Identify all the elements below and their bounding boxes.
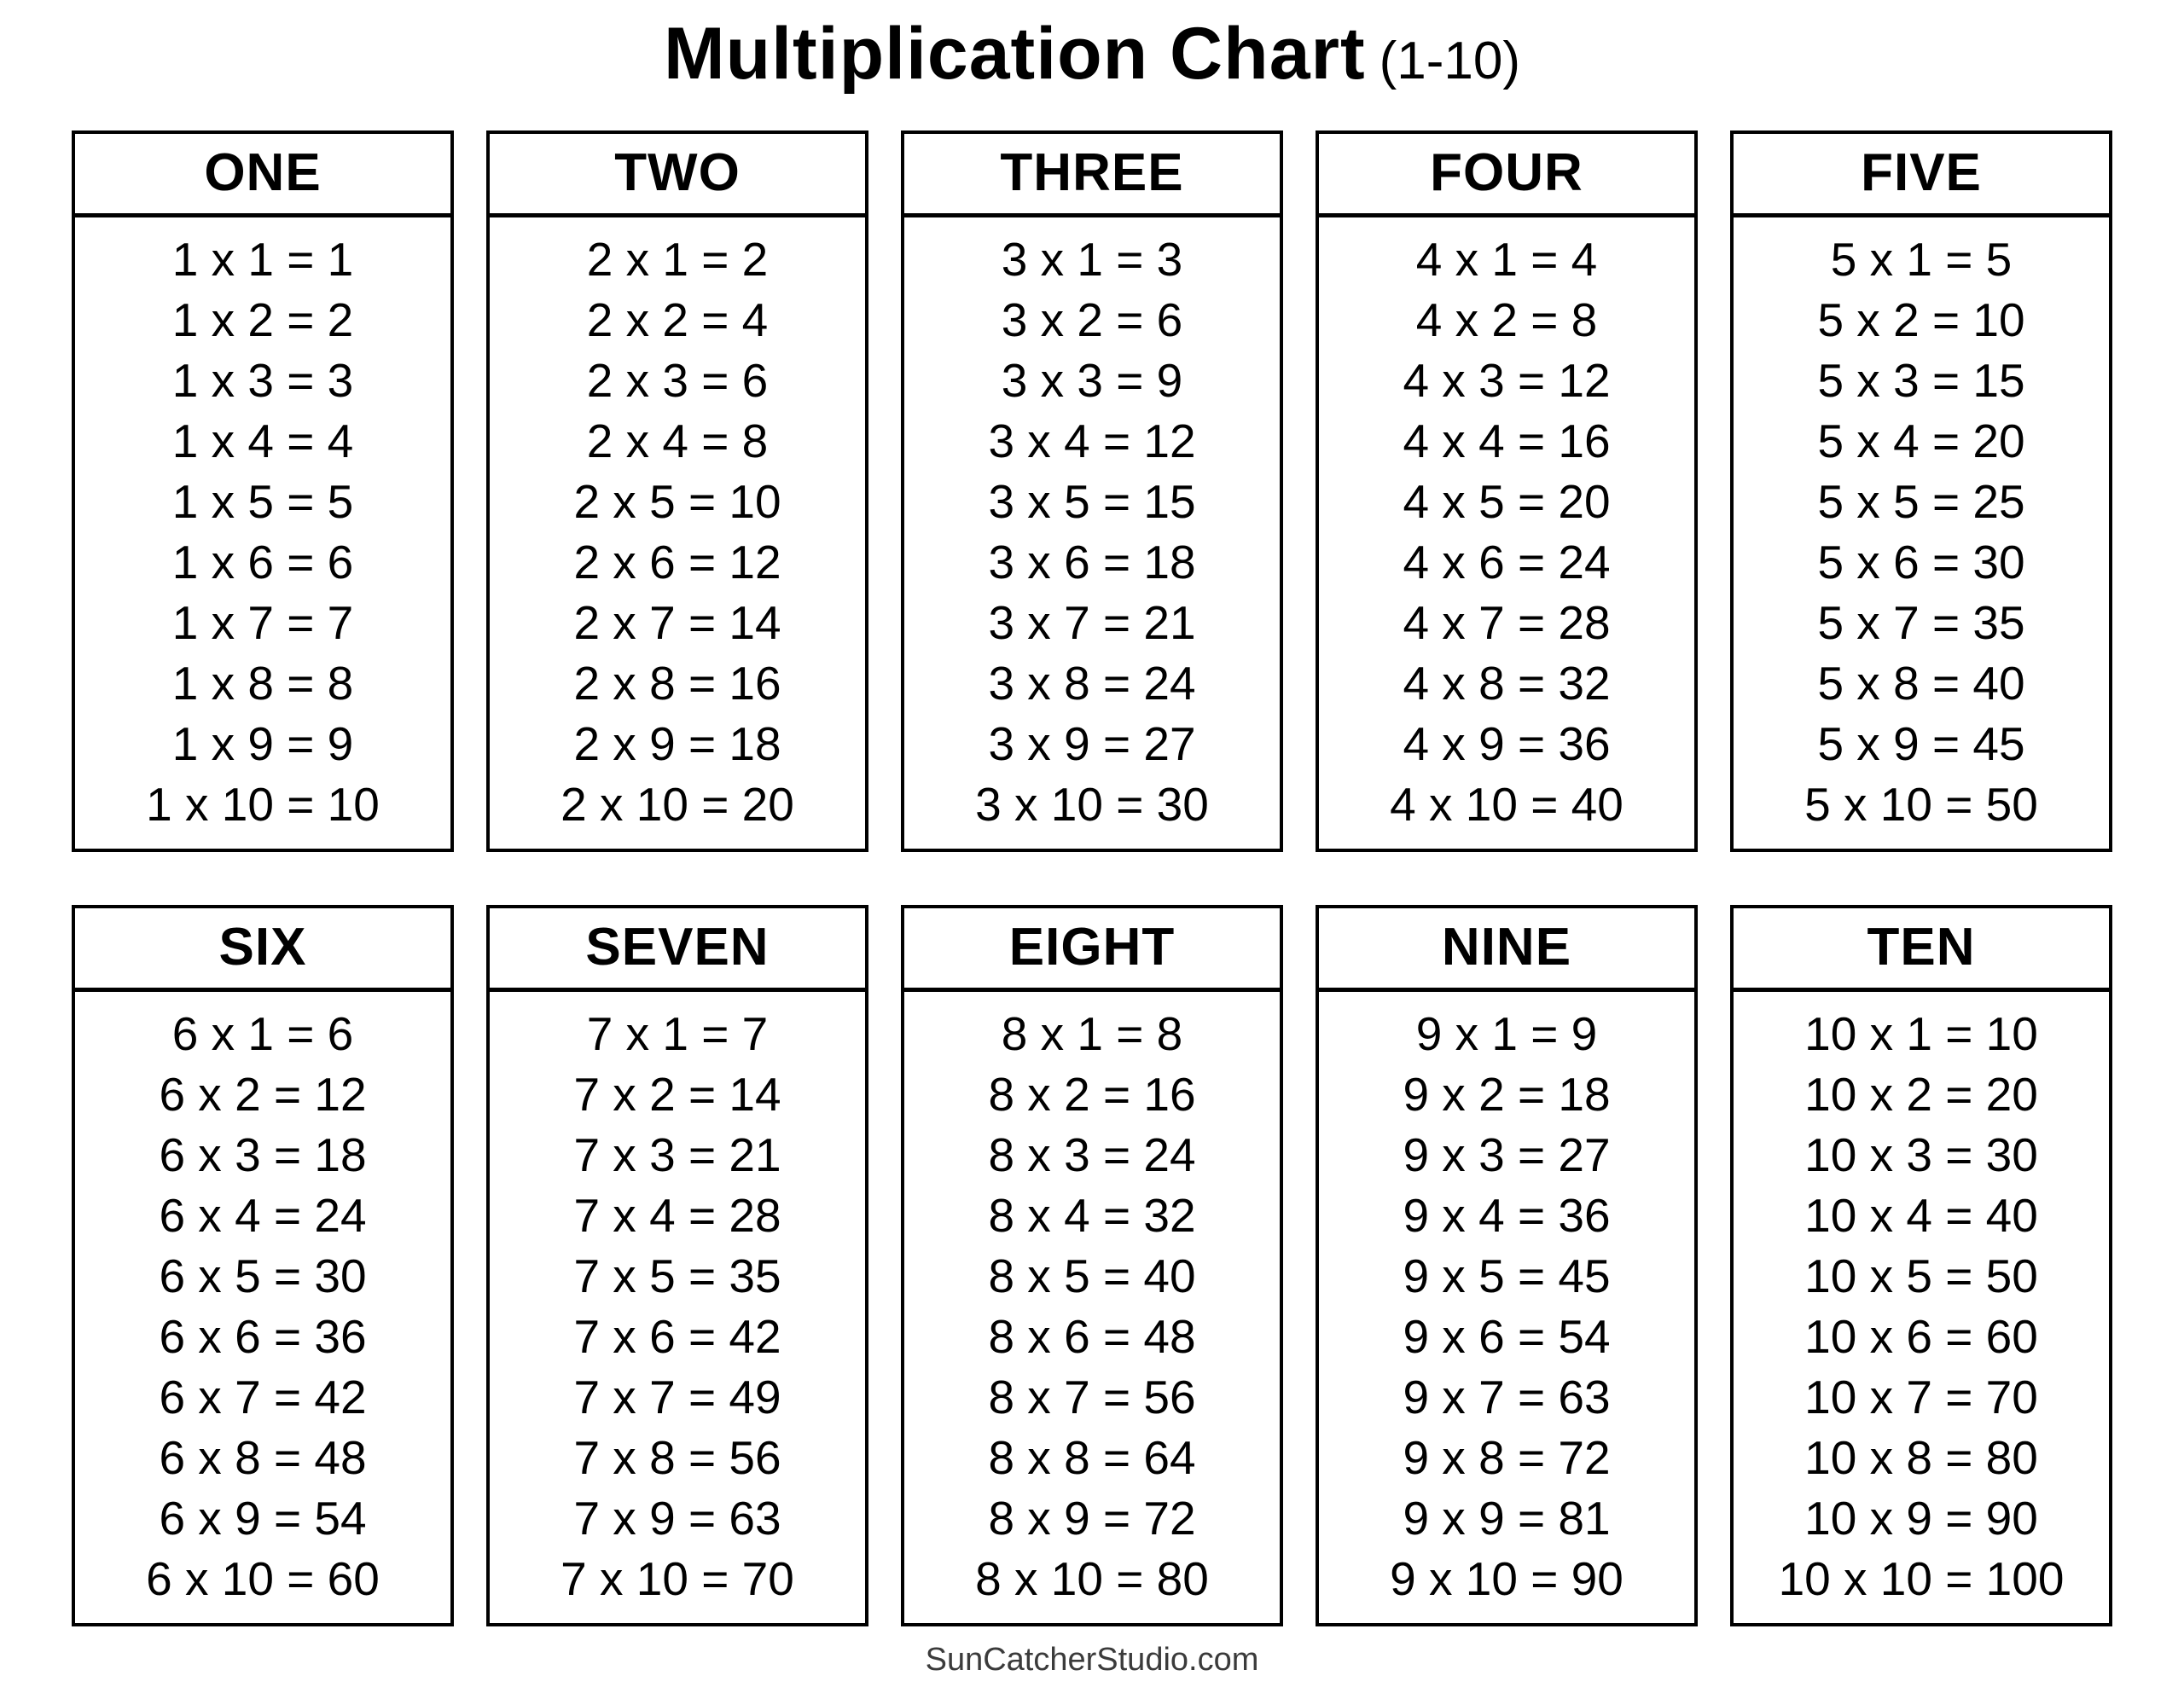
equation-line: 6 x 1 = 6 <box>171 1007 354 1060</box>
equation-line: 2 x 1 = 2 <box>586 233 769 286</box>
equation-line: 3 x 2 = 6 <box>1001 293 1183 346</box>
times-table-card <box>1730 130 2112 852</box>
equation-line: 6 x 5 = 30 <box>159 1249 367 1302</box>
equation-line: 9 x 7 = 63 <box>1403 1371 1611 1423</box>
equation-line: 6 x 10 = 60 <box>146 1552 380 1605</box>
card-header <box>75 134 450 217</box>
equation-line: 2 x 4 = 8 <box>586 415 769 467</box>
footer-credit: SunCatcherStudio.com <box>925 1642 1259 1678</box>
equation-line: 8 x 4 = 32 <box>988 1189 1196 1242</box>
times-table-card <box>1316 905 1698 1626</box>
equation-line: 7 x 7 = 49 <box>573 1371 781 1423</box>
equation-line: 3 x 10 = 30 <box>975 778 1209 831</box>
equation-line: 7 x 6 = 42 <box>573 1310 781 1363</box>
equation-line: 10 x 1 = 10 <box>1804 1007 2038 1060</box>
card-title: NINE <box>1441 918 1572 977</box>
equation-line: 7 x 10 = 70 <box>561 1552 794 1605</box>
equation-line: 4 x 2 = 8 <box>1415 293 1598 346</box>
equation-line: 1 x 3 = 3 <box>171 354 354 407</box>
equation-line: 6 x 9 = 54 <box>159 1492 367 1545</box>
card-body <box>904 992 1280 1623</box>
equation-line: 1 x 10 = 10 <box>146 778 380 831</box>
card-body <box>75 992 450 1623</box>
card-header <box>1319 908 1694 992</box>
equation-line: 9 x 9 = 81 <box>1403 1492 1611 1545</box>
card-header <box>1319 134 1694 217</box>
equation-line: 2 x 10 = 20 <box>561 778 794 831</box>
equation-line: 10 x 7 = 70 <box>1804 1371 2038 1423</box>
card-body <box>490 217 865 849</box>
equation-line: 3 x 6 = 18 <box>988 536 1196 588</box>
equation-line: 6 x 3 = 18 <box>159 1128 367 1181</box>
times-table-card <box>486 130 868 852</box>
equation-line: 8 x 1 = 8 <box>1001 1007 1183 1060</box>
equation-line: 2 x 2 = 4 <box>586 293 769 346</box>
card-title: EIGHT <box>1008 918 1176 977</box>
equation-line: 4 x 6 = 24 <box>1403 536 1611 588</box>
cards-grid <box>72 130 2112 1626</box>
equation-line: 4 x 1 = 4 <box>1415 233 1598 286</box>
equation-line: 1 x 8 = 8 <box>171 657 354 710</box>
equation-line: 1 x 5 = 5 <box>171 475 354 528</box>
equation-line: 3 x 8 = 24 <box>988 657 1196 710</box>
equation-line: 1 x 2 = 2 <box>171 293 354 346</box>
equation-line: 7 x 4 = 28 <box>573 1189 781 1242</box>
equation-line: 3 x 9 = 27 <box>988 717 1196 770</box>
equation-line: 8 x 3 = 24 <box>988 1128 1196 1181</box>
equation-line: 4 x 9 = 36 <box>1403 717 1611 770</box>
equation-line: 9 x 10 = 90 <box>1390 1552 1623 1605</box>
card-title: TEN <box>1867 918 1976 977</box>
equation-line: 9 x 5 = 45 <box>1403 1249 1611 1302</box>
equation-line: 10 x 10 = 100 <box>1778 1552 2065 1605</box>
equation-line: 9 x 1 = 9 <box>1415 1007 1598 1060</box>
equation-line: 6 x 6 = 36 <box>159 1310 367 1363</box>
times-table-card <box>72 130 454 852</box>
equation-line: 6 x 8 = 48 <box>159 1431 367 1484</box>
equation-line: 4 x 4 = 16 <box>1403 415 1611 467</box>
equation-line: 1 x 9 = 9 <box>171 717 354 770</box>
card-header <box>1734 134 2109 217</box>
card-body <box>904 217 1280 849</box>
equation-line: 10 x 5 = 50 <box>1804 1249 2038 1302</box>
equation-line: 8 x 10 = 80 <box>975 1552 1209 1605</box>
equation-line: 10 x 4 = 40 <box>1804 1189 2038 1242</box>
equation-line: 3 x 1 = 3 <box>1001 233 1183 286</box>
card-body <box>75 217 450 849</box>
card-title: TWO <box>614 143 741 202</box>
card-header <box>75 908 450 992</box>
equation-line: 4 x 8 = 32 <box>1403 657 1611 710</box>
equation-line: 5 x 5 = 25 <box>1817 475 2025 528</box>
card-body <box>1734 217 2109 849</box>
equation-line: 5 x 3 = 15 <box>1817 354 2025 407</box>
equation-line: 5 x 7 = 35 <box>1817 596 2025 649</box>
equation-line: 10 x 3 = 30 <box>1804 1128 2038 1181</box>
equation-line: 8 x 5 = 40 <box>988 1249 1196 1302</box>
equation-line: 6 x 2 = 12 <box>159 1068 367 1121</box>
title-main: Multiplication Chart <box>663 13 1366 95</box>
equation-line: 7 x 1 = 7 <box>586 1007 769 1060</box>
equation-line: 5 x 1 = 5 <box>1830 233 2013 286</box>
page-header <box>0 0 2184 96</box>
card-body <box>1319 217 1694 849</box>
equation-line: 2 x 9 = 18 <box>573 717 781 770</box>
card-title: SIX <box>218 918 307 977</box>
equation-line: 3 x 5 = 15 <box>988 475 1196 528</box>
card-header <box>1734 908 2109 992</box>
times-table-card <box>901 905 1283 1626</box>
page-footer <box>0 1642 2184 1678</box>
equation-line: 6 x 7 = 42 <box>159 1371 367 1423</box>
equation-line: 5 x 9 = 45 <box>1817 717 2025 770</box>
equation-line: 8 x 6 = 48 <box>988 1310 1196 1363</box>
equation-line: 5 x 10 = 50 <box>1804 778 2038 831</box>
equation-line: 10 x 2 = 20 <box>1804 1068 2038 1121</box>
equation-line: 7 x 8 = 56 <box>573 1431 781 1484</box>
card-body <box>1319 992 1694 1623</box>
equation-line: 2 x 5 = 10 <box>573 475 781 528</box>
times-table-card <box>1316 130 1698 852</box>
equation-line: 2 x 6 = 12 <box>573 536 781 588</box>
card-title: SEVEN <box>585 918 770 977</box>
times-table-card <box>1730 905 2112 1626</box>
equation-line: 3 x 4 = 12 <box>988 415 1196 467</box>
equation-line: 7 x 9 = 63 <box>573 1492 781 1545</box>
equation-line: 2 x 3 = 6 <box>586 354 769 407</box>
equation-line: 2 x 7 = 14 <box>573 596 781 649</box>
card-header <box>490 134 865 217</box>
card-title: ONE <box>204 143 322 202</box>
equation-line: 1 x 7 = 7 <box>171 596 354 649</box>
equation-line: 1 x 1 = 1 <box>171 233 354 286</box>
equation-line: 8 x 2 = 16 <box>988 1068 1196 1121</box>
card-title: FIVE <box>1861 143 1982 202</box>
equation-line: 1 x 4 = 4 <box>171 415 354 467</box>
equation-line: 4 x 3 = 12 <box>1403 354 1611 407</box>
card-title: THREE <box>1000 143 1184 202</box>
equation-line: 6 x 4 = 24 <box>159 1189 367 1242</box>
equation-line: 10 x 6 = 60 <box>1804 1310 2038 1363</box>
equation-line: 8 x 8 = 64 <box>988 1431 1196 1484</box>
card-header <box>904 134 1280 217</box>
equation-line: 8 x 7 = 56 <box>988 1371 1196 1423</box>
equation-line: 9 x 8 = 72 <box>1403 1431 1611 1484</box>
equation-line: 9 x 3 = 27 <box>1403 1128 1611 1181</box>
card-body <box>490 992 865 1623</box>
equation-line: 9 x 2 = 18 <box>1403 1068 1611 1121</box>
equation-line: 5 x 4 = 20 <box>1817 415 2025 467</box>
equation-line: 2 x 8 = 16 <box>573 657 781 710</box>
equation-line: 7 x 5 = 35 <box>573 1249 781 1302</box>
page-title <box>0 12 2184 96</box>
equation-line: 5 x 2 = 10 <box>1817 293 2025 346</box>
equation-line: 10 x 8 = 80 <box>1804 1431 2038 1484</box>
equation-line: 4 x 10 = 40 <box>1390 778 1623 831</box>
equation-line: 4 x 7 = 28 <box>1403 596 1611 649</box>
equation-line: 7 x 2 = 14 <box>573 1068 781 1121</box>
times-table-card <box>72 905 454 1626</box>
times-table-card <box>901 130 1283 852</box>
equation-line: 9 x 4 = 36 <box>1403 1189 1611 1242</box>
equation-line: 9 x 6 = 54 <box>1403 1310 1611 1363</box>
equation-line: 4 x 5 = 20 <box>1403 475 1611 528</box>
card-title: FOUR <box>1430 143 1583 202</box>
card-body <box>1734 992 2109 1623</box>
equation-line: 1 x 6 = 6 <box>171 536 354 588</box>
equation-line: 3 x 7 = 21 <box>988 596 1196 649</box>
equation-line: 8 x 9 = 72 <box>988 1492 1196 1545</box>
equation-line: 3 x 3 = 9 <box>1001 354 1183 407</box>
equation-line: 10 x 9 = 90 <box>1804 1492 2038 1545</box>
card-header <box>904 908 1280 992</box>
card-header <box>490 908 865 992</box>
equation-line: 5 x 6 = 30 <box>1817 536 2025 588</box>
title-suffix: (1-10) <box>1379 32 1521 90</box>
equation-line: 7 x 3 = 21 <box>573 1128 781 1181</box>
times-table-card <box>486 905 868 1626</box>
equation-line: 5 x 8 = 40 <box>1817 657 2025 710</box>
